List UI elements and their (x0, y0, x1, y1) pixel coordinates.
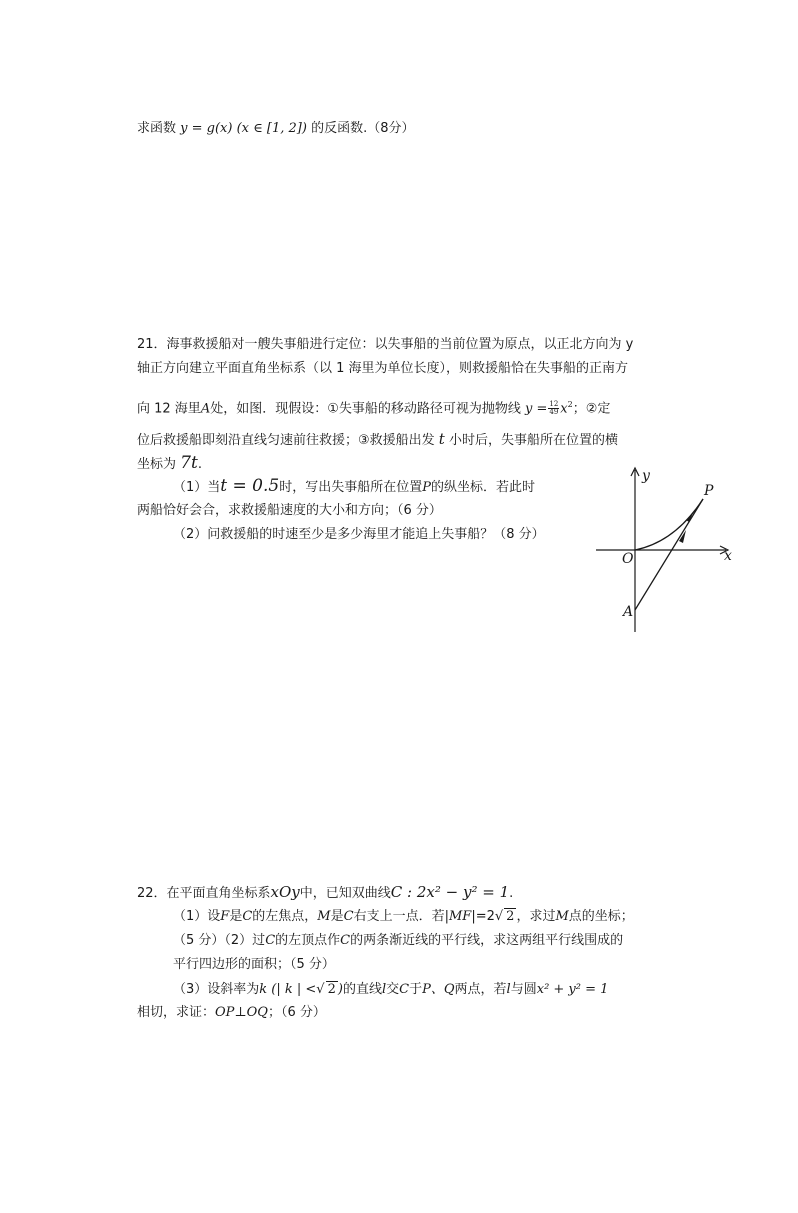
q21-line-2: 轴正方向建立平面直角坐标系（以 1 海里为单位长度），则救援船恰在失事船的正南方 (137, 361, 629, 376)
q21-line-4-b: 小时后，失事船所在位置的横 (448, 433, 618, 448)
frac-numerator: 12 (549, 400, 559, 409)
curve-c-3: C (265, 933, 276, 948)
q21-line-3-d: ；②定 (572, 401, 611, 417)
q21-line-5-b: . (197, 457, 202, 472)
t-value: t = 0.5 (220, 476, 280, 496)
q22-p3-e: 两点，若 (454, 982, 507, 997)
p-label: P (704, 483, 714, 499)
q20-tail-line (137, 121, 414, 137)
q22-p3-c: 交 (386, 982, 400, 997)
q22-part-2 (173, 933, 623, 949)
q22-part-3 (173, 981, 608, 998)
curve-c: C (242, 909, 253, 924)
points-pq: P、Q (422, 982, 455, 997)
q22-p3-line2-a: 相切，求证： (137, 1005, 216, 1020)
sqrt-2: 2 (506, 909, 515, 924)
q22-p1-a: （1）设 (173, 909, 221, 924)
q22-p1-d: 是 (330, 909, 344, 924)
q22-p3-b: 的直线 (342, 982, 382, 997)
q21-part-1-a: （1）当 (173, 480, 221, 495)
q22-p1-g: ，求过 (516, 909, 556, 924)
q22-p1-f: |=2 (471, 909, 495, 924)
q21-part-1-b: 时，写出失事船所在位置 (279, 480, 423, 495)
slope-k: k (| k | < (259, 982, 317, 997)
perpendicular-claim: OP⊥OQ (215, 1005, 268, 1020)
q20-domain: (x ∈ [1, 2]) (236, 121, 307, 136)
q21-part-2: （2）问救援船的时速至少是多少海里才能追上失事船？（8 分） (173, 527, 545, 542)
rescue-line (635, 499, 703, 610)
q22-line-1-b: 中，已知双曲线 (299, 886, 391, 901)
focus-f: F (220, 909, 230, 924)
q21-part-1-c: 的纵坐标．若此时 (430, 480, 535, 495)
sqrt-symbol-2: √ (316, 982, 325, 997)
line-l-2: l (506, 982, 511, 997)
q20-prefix: 求函数 (137, 121, 177, 136)
curve-c-4: C (340, 933, 351, 948)
a-label: A (623, 604, 634, 620)
slope-close: ) (337, 982, 343, 997)
hyperbola-equation: C : 2x² − y² = 1 (390, 883, 510, 901)
parabola-x: x (560, 401, 568, 417)
sqrt-2b: 2 (327, 982, 336, 997)
q20-formula: y = g(x) (180, 121, 233, 136)
q22-p3-line2-b: ；（6 分） (267, 1005, 326, 1020)
line-l: l (381, 982, 387, 997)
q21-line-5 (137, 455, 202, 473)
exponent-2: 2 (567, 400, 573, 409)
q22-line-1-a: 22．在平面直角坐标系 (137, 886, 271, 901)
sqrt-symbol: √ (494, 909, 504, 924)
q21-line-3-a: 向 12 海里 (137, 401, 201, 417)
q22-p1-b: 是 (229, 909, 243, 924)
q21-line-1: 21．海事救援船对一艘失事船进行定位：以失事船的当前位置为原点，以正北方向为 y (137, 337, 634, 352)
q22-p2-b: 的左顶点作 (275, 933, 341, 948)
x-axis-label: x (724, 548, 732, 564)
q21-line-4 (137, 431, 618, 449)
segment-mf: MF (448, 909, 472, 924)
q22-p3-f: 与圆 (510, 982, 537, 997)
q21-line-3 (137, 397, 610, 417)
q22-part-2-line-2: 平行四边形的面积；（5 分） (173, 957, 335, 972)
origin-label: O (622, 551, 634, 567)
q21-part-1 (173, 478, 535, 496)
q21-line-5-a: 坐标为 (137, 457, 177, 472)
curve-c-2: C (343, 909, 354, 924)
q22-p2-c: 的两条渐近线的平行线，求这两组平行线围成的 (350, 933, 624, 948)
frac-denominator: 49 (549, 408, 559, 417)
point-a-label: A (200, 401, 211, 417)
point-p-label: P (422, 480, 431, 495)
q22-line-1-c: . (509, 886, 514, 901)
q22-p3-a: （3）设斜率为 (173, 982, 260, 997)
xoy-label: xOy (270, 883, 300, 901)
circle-equation: x² + y² = 1 (536, 982, 609, 997)
point-m: M (317, 909, 331, 924)
q22-part-3-line-2 (137, 1005, 326, 1021)
q22-line-1 (137, 884, 513, 902)
q22-p1-c: 的左焦点， (252, 909, 318, 924)
q21-line-3-c: 处，如图．现假设：①失事船的移动路径可视为抛物线 (210, 401, 521, 417)
q22-part-1 (173, 908, 634, 925)
point-m-2: M (555, 909, 569, 924)
q21-part-1-line-2: 两船恰好会合，求救援船速度的大小和方向；（6 分） (137, 503, 442, 518)
q21-line-4-a: 位后救援船即刻沿直线匀速前往救援；③救援船出发 (137, 433, 435, 448)
q22-p1-e: 右支上一点．若| (353, 909, 449, 924)
parabola-y: y = (525, 401, 548, 417)
time-t: t (438, 430, 445, 448)
q22-p3-d: 于 (409, 982, 423, 997)
curve-c-5: C (399, 982, 410, 997)
y-axis-label: y (642, 468, 650, 484)
abscissa-7t: 7t (180, 453, 198, 473)
q22-p2-a: （5 分）（2）过 (173, 933, 266, 948)
q22-p1-h: 点的坐标； (568, 909, 634, 924)
q21-figure (590, 462, 740, 637)
parabola-path (635, 499, 703, 550)
q20-suffix: 的反函数.（8分） (311, 121, 415, 136)
parabola-coefficient (548, 401, 559, 416)
